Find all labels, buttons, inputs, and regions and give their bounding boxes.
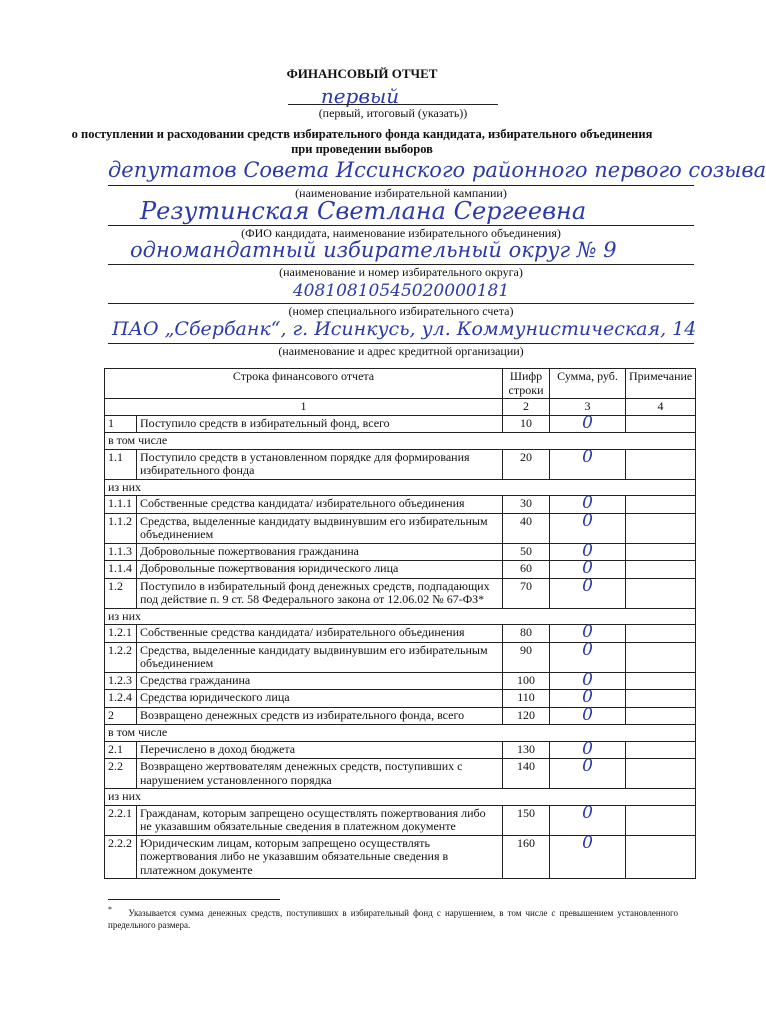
campaign-name-caption: (наименование избирательной кампании)	[295, 186, 507, 200]
row-number: 1.2	[105, 578, 137, 608]
handwritten-sum: 0	[582, 802, 593, 823]
row-code: 60	[503, 561, 550, 579]
table-row	[105, 513, 696, 543]
row-note	[626, 835, 696, 879]
table-row	[105, 625, 696, 643]
row-sum	[550, 756, 626, 789]
header-note: Примечание	[626, 369, 696, 399]
row-code: 150	[503, 805, 550, 835]
handwritten-sum: 0	[582, 704, 593, 725]
candidate-name-value: Резутинская Светлана Сергеевна	[140, 197, 587, 225]
row-note	[626, 578, 696, 608]
handwritten-sum: 0	[582, 756, 593, 776]
table-section-row	[105, 789, 696, 806]
table-section-row	[105, 725, 696, 742]
handwritten-sum: 0	[582, 575, 593, 596]
row-code: 20	[503, 449, 550, 479]
colnum-sum: 3	[550, 399, 626, 416]
row-note	[626, 741, 696, 759]
row-code: 100	[503, 672, 550, 690]
row-description: Юридическим лицам, которым запрещено осуществлять пожертвования либо не указавшим обязательные сведения в платежном документе	[137, 835, 503, 879]
bank-value: ПАО „Сбербанк“, г. Исинкусь, ул. Коммунистическая, 14	[112, 318, 697, 340]
row-note	[626, 415, 696, 433]
row-code: 130	[503, 741, 550, 759]
row-number: 1.1.1	[105, 496, 137, 514]
row-code: 40	[503, 513, 550, 543]
row-number: 1	[105, 415, 137, 433]
row-description: Собственные средства кандидата/ избирательного объединения	[137, 625, 503, 643]
report-type-line	[288, 104, 498, 105]
footnote-text: Указывается сумма денежных средств, поступивших в избирательный фонд с нарушением, в том числе с превышением установленного предельного размера.	[108, 908, 679, 930]
section-label: из них	[105, 608, 696, 625]
financial-report-table	[104, 368, 696, 879]
row-code: 30	[503, 496, 550, 514]
row-note	[626, 707, 696, 725]
row-description: Средства юридического лица	[137, 690, 503, 708]
row-number: 1.2.2	[105, 642, 137, 672]
row-description: Средства, выделенные кандидату выдвинувшим его избирательным объединением	[137, 642, 503, 672]
table-section-row	[105, 608, 696, 625]
table-row	[105, 578, 696, 608]
section-label: из них	[105, 789, 696, 806]
row-description: Средства гражданина	[137, 672, 503, 690]
row-sum	[550, 446, 626, 479]
row-code: 50	[503, 543, 550, 561]
row-number: 1.1.2	[105, 513, 137, 543]
table-body	[105, 412, 696, 879]
row-description: Добровольные пожертвования гражданина	[137, 543, 503, 561]
account-number-value: 40810810545020000181	[292, 281, 510, 301]
handwritten-sum: 0	[582, 832, 593, 853]
table-section-row	[105, 479, 696, 496]
handwritten-sum: 0	[582, 446, 593, 467]
table-row	[105, 561, 696, 579]
row-sum	[550, 412, 626, 433]
row-description: Собственные средства кандидата/ избирательного объединения	[137, 496, 503, 514]
row-note	[626, 513, 696, 543]
colnum-note: 4	[626, 399, 696, 416]
row-sum	[550, 639, 626, 672]
row-note	[626, 496, 696, 514]
table-row	[105, 449, 696, 479]
footnote-mark: *	[108, 905, 112, 914]
handwritten-sum: 0	[582, 669, 593, 690]
table-row	[105, 707, 696, 725]
row-description: Добровольные пожертвования юридического лица	[137, 561, 503, 579]
row-sum	[550, 704, 626, 725]
row-code: 140	[503, 759, 550, 789]
row-note	[626, 759, 696, 789]
handwritten-sum: 0	[582, 622, 593, 642]
row-number: 1.1	[105, 449, 137, 479]
row-sum	[550, 575, 626, 608]
table-row	[105, 415, 696, 433]
handwritten-sum: 0	[582, 687, 593, 707]
handwritten-sum: 0	[582, 493, 593, 513]
table-row	[105, 805, 696, 835]
row-note	[626, 543, 696, 561]
section-label: в том числе	[105, 725, 696, 742]
district-caption: (наименование и номер избирательного округа)	[279, 265, 523, 279]
row-note	[626, 805, 696, 835]
row-sum	[550, 510, 626, 543]
table-row	[105, 642, 696, 672]
row-note	[626, 672, 696, 690]
column-numbers-row	[105, 399, 696, 416]
subtitle-line-2: при проведении выборов	[291, 142, 433, 156]
row-number: 2.1	[105, 741, 137, 759]
document-title: ФИНАНСОВЫЙ ОТЧЕТ	[286, 66, 438, 81]
row-code: 70	[503, 578, 550, 608]
row-number: 1.2.1	[105, 625, 137, 643]
subtitle-line-1: о поступлении и расходовании средств избирательного фонда кандидата, избирательного объединения	[71, 127, 653, 141]
handwritten-sum: 0	[582, 510, 593, 531]
campaign-name-value: депутатов Совета Иссинского районного первого созыва	[108, 158, 766, 182]
row-note	[626, 449, 696, 479]
row-description: Средства, выделенные кандидату выдвинувшим его избирательным объединением	[137, 513, 503, 543]
table-row	[105, 672, 696, 690]
colnum-code: 2	[503, 399, 550, 416]
row-note	[626, 561, 696, 579]
header-line: Строка финансового отчета	[105, 369, 503, 399]
document-subtitle	[0, 127, 724, 157]
footnote	[108, 904, 678, 931]
row-note	[626, 625, 696, 643]
report-type-value: первый	[320, 84, 400, 108]
row-number: 2	[105, 707, 137, 725]
row-number: 1.2.3	[105, 672, 137, 690]
table-row	[105, 496, 696, 514]
colnum-line: 1	[105, 399, 503, 416]
row-number: 1.1.4	[105, 561, 137, 579]
table-row	[105, 759, 696, 789]
bank-caption: (наименование и адрес кредитной организации)	[278, 344, 524, 358]
row-code: 10	[503, 415, 550, 433]
section-label: из них	[105, 479, 696, 496]
row-description: Поступило средств в установленном порядке для формирования избирательного фонда	[137, 449, 503, 479]
row-description: Поступило в избирательный фонд денежных средств, подпадающих под действие п. 9 ст. 58 Федерального закона от 12.06.02 № 67-ФЗ*	[137, 578, 503, 608]
row-note	[626, 642, 696, 672]
table-row	[105, 690, 696, 708]
header-code: Шифр строки	[503, 369, 550, 399]
row-description: Возвращено денежных средств из избирательного фонда, всего	[137, 707, 503, 725]
row-number: 2.2.2	[105, 835, 137, 879]
handwritten-sum: 0	[582, 738, 593, 759]
table-row	[105, 835, 696, 879]
row-sum	[550, 802, 626, 835]
section-label: в том числе	[105, 433, 696, 450]
row-description: Гражданам, которым запрещено осуществлять пожертвования либо не указавшим обязательные сведения в платежном документе	[137, 805, 503, 835]
row-sum	[550, 832, 626, 879]
row-number: 2.2.1	[105, 805, 137, 835]
table-row	[105, 741, 696, 759]
row-code: 160	[503, 835, 550, 879]
table-row	[105, 543, 696, 561]
footnote-separator	[108, 899, 280, 900]
table-header-row	[105, 369, 696, 399]
row-description: Перечислено в доход бюджета	[137, 741, 503, 759]
row-code: 110	[503, 690, 550, 708]
handwritten-sum: 0	[582, 540, 593, 561]
handwritten-sum: 0	[582, 639, 593, 660]
row-number: 2.2	[105, 759, 137, 789]
district-value: одномандатный избирательный округ № 9	[130, 238, 617, 262]
row-code: 120	[503, 707, 550, 725]
handwritten-sum: 0	[582, 412, 593, 433]
row-code: 90	[503, 642, 550, 672]
header-sum: Сумма, руб.	[550, 369, 626, 399]
candidate-name-caption: (ФИО кандидата, наименование избирательного объединения)	[241, 226, 561, 240]
row-number: 1.1.3	[105, 543, 137, 561]
row-code: 80	[503, 625, 550, 643]
handwritten-sum: 0	[582, 558, 593, 578]
row-number: 1.2.4	[105, 690, 137, 708]
row-description: Поступило средств в избирательный фонд, всего	[137, 415, 503, 433]
row-description: Возвращено жертвователям денежных средств, поступивших с нарушением установленного порядка	[137, 759, 503, 789]
report-type-caption: (первый, итоговый (указать))	[318, 106, 468, 120]
row-note	[626, 690, 696, 708]
account-number-caption: (номер специального избирательного счета)	[288, 304, 514, 318]
table-section-row	[105, 433, 696, 450]
